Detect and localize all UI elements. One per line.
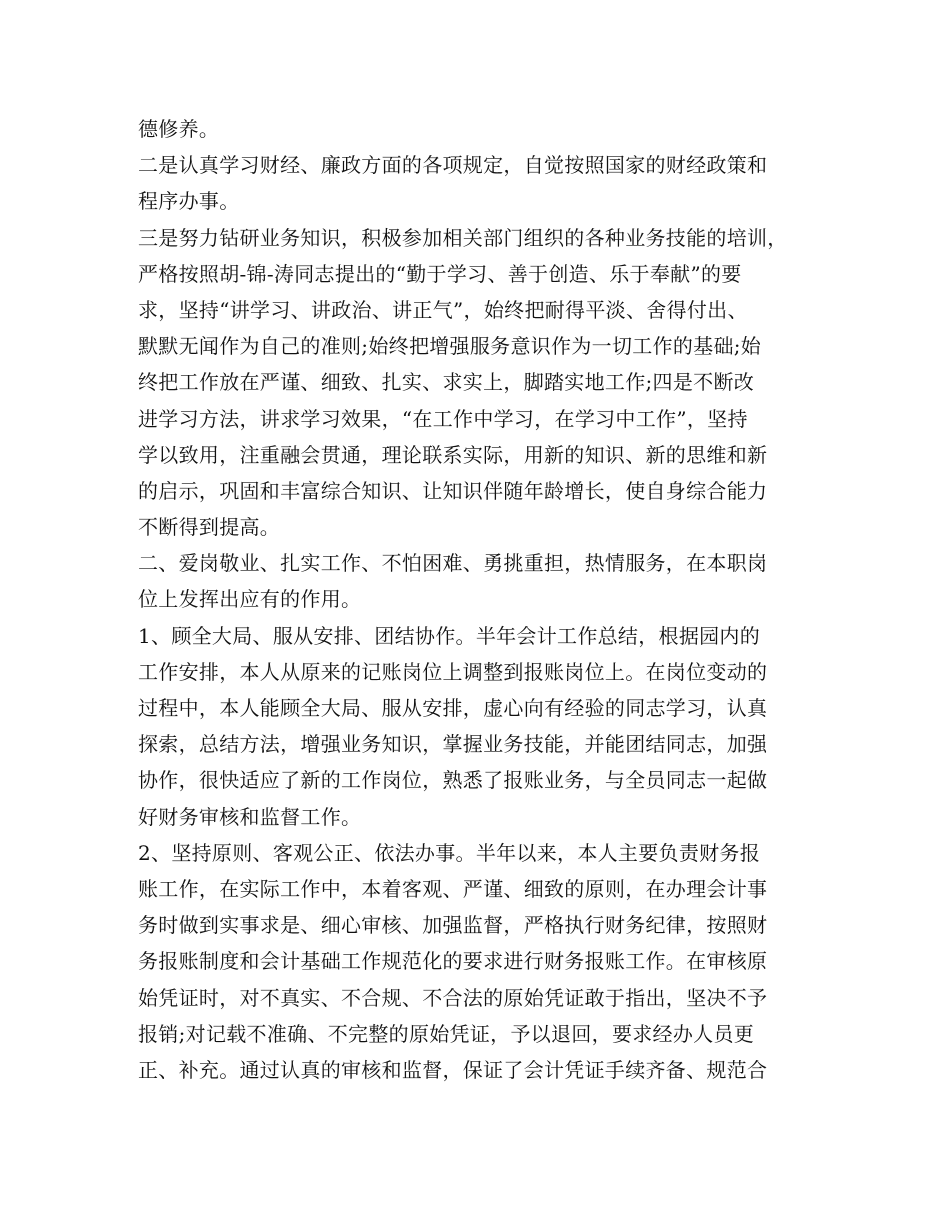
text-line: 正、补充。通过认真的审核和监督，保证了会计凭证手续齐备、规范合 [138,1057,768,1082]
text-line: 工作安排，本人从原来的记账岗位上调整到报账岗位上。在岗位变动的 [138,659,768,684]
text-line: 2、坚持原则、客观公正、依法办事。半年以来，本人主要负责财务报 [138,840,761,865]
text-line: 账工作，在实际工作中，本着客观、严谨、细致的原则，在办理会计事 [138,876,768,901]
text-line: 务报账制度和会计基础工作规范化的要求进行财务报账工作。在审核原 [138,949,768,974]
text-line: 程序办事。 [138,189,240,214]
text-line: 位上发挥出应有的作用。 [138,587,362,612]
text-line: 进学习方法，讲求学习效果，“在工作中学习，在学习中工作”，坚持 [138,406,748,431]
text-line: 三是努力钻研业务知识，积极参加相关部门组织的各种业务技能的培训， [138,225,788,250]
text-line: 严格按照胡-锦-涛同志提出的“勤于学习、善于创造、乐于奉献”的要 [138,261,742,286]
text-line: 德修养。 [138,117,220,141]
text-line: 报销;对记载不准确、不完整的原始凭证，予以退回，要求经办人员更 [138,1021,755,1046]
text-line: 二、爱岗敬业、扎实工作、不怕困难、勇挑重担，热情服务，在本职岗 [138,551,768,576]
text-line: 过程中，本人能顾全大局、服从安排，虚心向有经验的同志学习，认真 [138,696,768,720]
text-line: 学以致用，注重融会贯通，理论联系实际，用新的知识、新的思维和新 [138,442,768,467]
text-line: 始凭证时，对不真实、不合规、不合法的原始凭证敢于指出，坚决不予 [138,985,768,1010]
text-line: 不断得到提高。 [138,515,281,540]
text-line: 协作，很快适应了新的工作岗位，熟悉了报账业务，与全员同志一起做 [138,768,768,793]
text-line: 务时做到实事求是、细心审核、加强监督，严格执行财务纪律，按照财 [138,913,768,938]
text-line: 好财务审核和监督工作。 [138,804,362,829]
text-line: 探索，总结方法，增强业务知识，掌握业务技能，并能团结同志，加强 [138,732,768,757]
text-line: 二是认真学习财经、廉政方面的各项规定，自觉按照国家的财经政策和 [138,153,768,178]
text-line: 终把工作放在严谨、细致、扎实、求实上，脚踏实地工作;四是不断改 [138,370,755,395]
text-line: 默默无闻作为自己的准则;始终把增强服务意识作为一切工作的基础;始 [138,334,762,359]
text-line: 求，坚持“讲学习、讲政治、讲正气”，始终把耐得平淡、舍得付出、 [138,297,748,322]
text-line: 1、顾全大局、服从安排、团结协作。半年会计工作总结，根据园内的 [138,623,761,648]
text-line: 的启示，巩固和丰富综合知识、让知识伴随年龄增长，使自身综合能力 [138,478,768,503]
document-body [138,111,828,1088]
